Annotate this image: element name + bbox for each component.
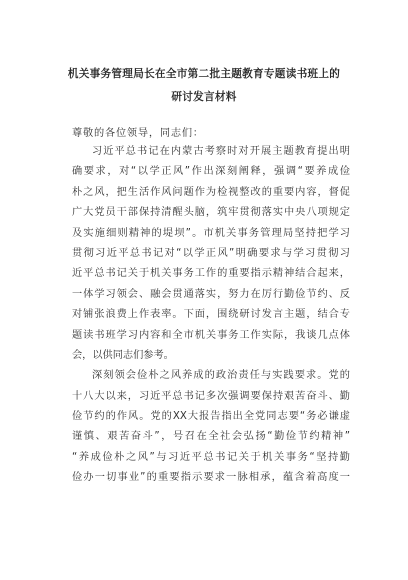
body-line: 及实施细则精神的堤坝”。市机关事务管理局坚持把学习 <box>72 227 350 239</box>
body-line: 对铺张浪费上作表率。下面，围绕研讨发言主题，结合专 <box>72 309 350 321</box>
body-line: 朴之风，把生活作风问题作为检视整改的重要内容，督促 <box>72 186 350 198</box>
body-line: 习近平总书记在内蒙古考察时对开展主题教育提出明 <box>92 146 350 157</box>
body-line: 贯彻习近平总书记对“以学正风”明确要求与学习贯彻习 <box>72 247 350 259</box>
body-line: “养成俭朴之风”与习近平总书记关于机关事务“坚持勤 <box>72 451 350 463</box>
document-title-line-2: 研讨发言材料 <box>171 91 237 103</box>
body-line: 题读书班学习内容和全市机关事务工作实际，我谈几点体 <box>72 329 350 341</box>
body-line: 确要求，对“以学正风”作出深刻阐释，强调“要养成俭 <box>72 166 350 178</box>
body-line: 会，以供同志们参考。 <box>72 349 174 361</box>
body-line: 一体学习领会、融会贯通落实，努力在厉行勤俭节约、反 <box>72 288 350 300</box>
body-line: 深刻领会俭朴之风养成的政治责任与实践要求。党的 <box>92 370 350 382</box>
body-line: 近平总书记关于机关事务工作的重要指示精神结合起来， <box>72 268 350 280</box>
salutation: 尊敬的各位领导，同志们： <box>72 128 204 139</box>
body-line: 十八大以来，习近平总书记多次强调要保持艰苦奋斗、勤 <box>72 390 350 402</box>
body-line: 俭节约的作风。党的XX大报告指出全党同志要“务必谦虚 <box>72 411 350 423</box>
body-line: 俭办一切事业”的重要指示要求一脉相承，蕴含着高度一 <box>72 472 350 484</box>
document-title-line-1: 机关事务管理局长在全市第二批主题教育专题读书班上的 <box>67 68 341 80</box>
body-line: 广大党员干部保持清醒头脑，筑牢贯彻落实中央八项规定 <box>72 207 350 219</box>
body-line: 谨慎、艰苦奋斗”，号召在全社会弘扬“勤俭节约精神” <box>72 431 350 443</box>
document-body <box>72 142 350 489</box>
